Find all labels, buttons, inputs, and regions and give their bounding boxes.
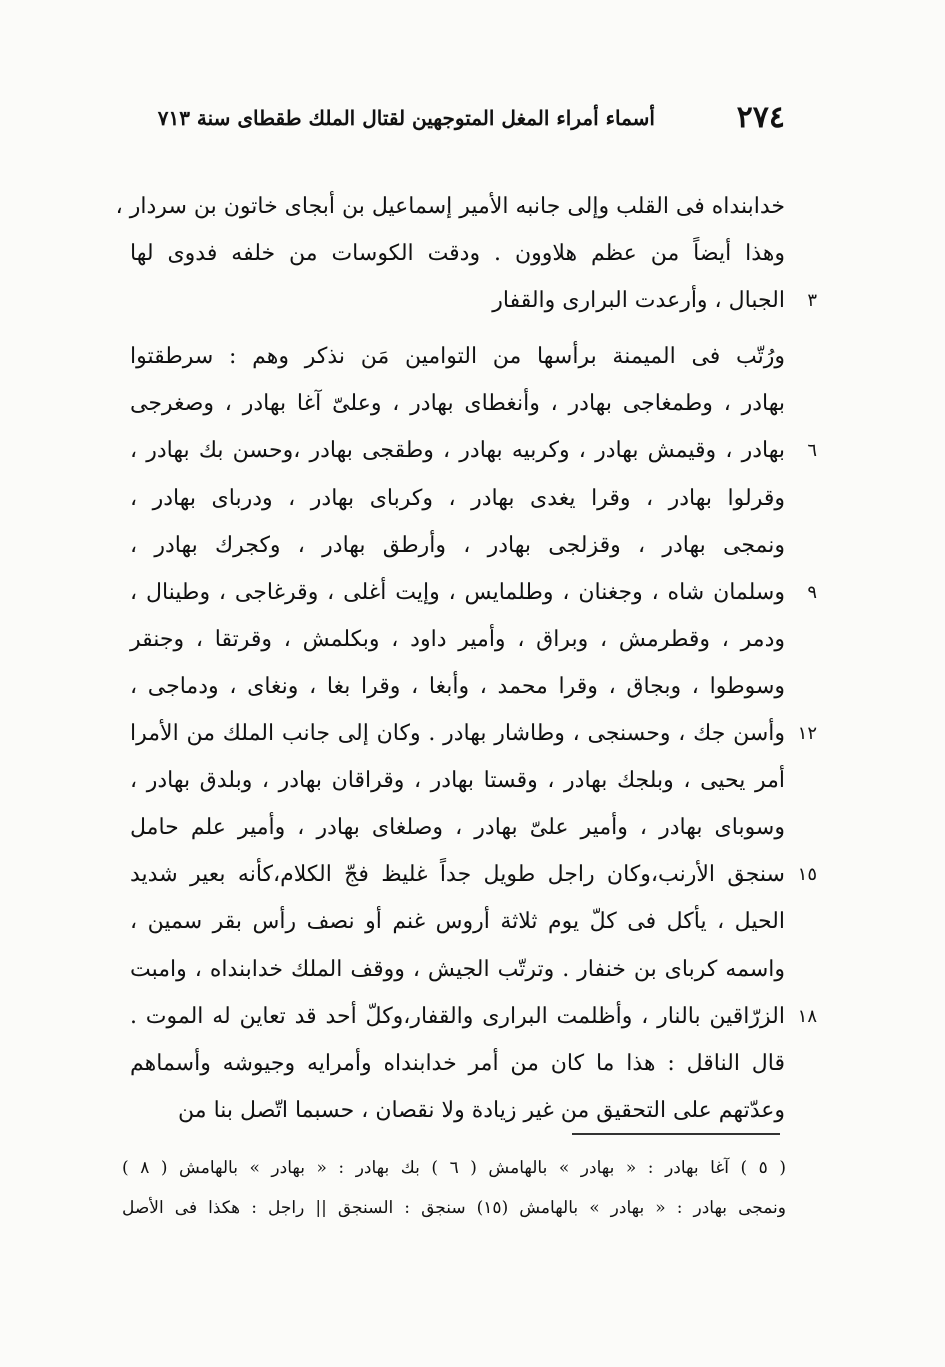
line-text: قال الناقل : هذا ما كان من أمر خدابنداه وأمرايه وجيوشه وأسماهم xyxy=(130,1050,785,1076)
text-line xyxy=(130,907,785,954)
line-text: بهادر ، وطمغاجى بهادر ، وأنغطاى بهادر ، وعلىّ آغا بهادر ، وصغرجى xyxy=(130,391,785,417)
line-number: ١٥ xyxy=(797,864,817,886)
text-line xyxy=(130,578,817,625)
line-number: ١٢ xyxy=(797,723,817,745)
line-text: الجبال ، وأرعدت البرارى والقفار xyxy=(492,288,785,314)
main-text xyxy=(115,192,817,1143)
line-text: خدابنداه فى القلب وإلى جانبه الأمير إسماعيل بن أبجاى خاتون بن سردار ، xyxy=(115,194,785,219)
footnotes xyxy=(122,1155,786,1235)
text-line xyxy=(130,342,785,389)
line-text: وسلمان شاه ، وجغنان ، وطلمايس ، وإيت أغلى ، وقرغاجى ، وطينال ، xyxy=(130,579,785,605)
text-line xyxy=(130,719,817,766)
line-text: سنجق الأرنب،وكان راجل طويل جداً غليظ فجّ الكلام،كأنه بعير شديد xyxy=(130,862,785,888)
line-text: وسوطوا ، وبجاق ، وقرا محمد ، وأبغا ، وقرا بغا ، ونغاى ، ودماجى ، xyxy=(130,673,785,699)
line-text: واسمه كرباى بن خنفار . وترتّب الجيش ، ووقف الملك خدابنداه ، وامبت xyxy=(130,956,785,982)
page-header xyxy=(157,100,785,140)
text-line xyxy=(130,1049,785,1096)
running-title: أسماء أمراء المغل المتوجهين لقتال الملك طقطاى سنة ٧١٣ xyxy=(157,106,655,130)
text-line xyxy=(130,955,785,1002)
line-text: وأسن جك ، وحسنجى ، وطاشار بهادر . وكان إلى جانب الملك من الأمرا xyxy=(130,721,785,747)
line-text: الزرّاقين بالنار ، وأظلمت البرارى والقفار،وكلّ أحد قد تعاين له الموت . xyxy=(130,1003,785,1029)
line-text: الحيل ، يأكل فى كلّ يوم ثلاثة أروس غنم أو نصف رأس بقر سمين ، xyxy=(130,909,785,935)
text-line xyxy=(130,1002,817,1049)
line-number: ٩ xyxy=(807,581,817,603)
line-text: وقرلوا بهادر ، وقرا يغدى بهادر ، وكرباى بهادر ، ودرباى بهادر ، xyxy=(130,485,785,511)
text-line xyxy=(130,531,785,578)
line-text: وعدّتهم على التحقيق من غير زيادة ولا نقصان ، حسبما اتّصل بنا من xyxy=(178,1097,785,1123)
line-text: ونمجى بهادر ، وقزلجى بهادر ، وأرطق بهادر ، وكجرك بهادر ، xyxy=(130,532,785,558)
line-text: وهذا أيضاً من عظم هلاوون . ودقت الكوسات من خلفه فدوى لها xyxy=(130,241,785,267)
line-text: وسوباى بهادر ، وأمير علىّ بهادر ، وصلغاى بهادر ، وأمير علم حامل xyxy=(130,815,785,841)
line-text: أمر يحيى ، وبلجك بهادر ، وقستا بهادر ، وقراقان بهادر ، وبلدق بهادر ، xyxy=(130,768,785,794)
text-line xyxy=(130,625,785,672)
text-line xyxy=(130,860,817,907)
text-line xyxy=(130,436,817,483)
text-line xyxy=(130,484,785,531)
line-text: ورُتّب فى الميمنة برأسها من التوامين مَن نذكر وهم : سرطقتوا xyxy=(130,344,785,370)
text-line xyxy=(115,192,785,239)
text-line xyxy=(130,672,785,719)
footnote-line: ( ٥ ) آغا بهادر : « بهادر » بالهامش ( ٦ ) بك بهادر : « بهادر » بالهامش ( ٨ ) xyxy=(122,1158,786,1178)
line-text: بهادر ، وقيمش بهادر ، وكربيه بهادر ، وطقجى بهادر ،وحسن بك بهادر ، xyxy=(130,438,785,464)
text-line xyxy=(130,389,785,436)
footnote-line: ونمجى بهادر : « بهادر » بالهامش (١٥) سنجق : السنجق || راجل : هكذا فى الأصل xyxy=(122,1198,786,1218)
text-line xyxy=(130,766,785,813)
text-line xyxy=(130,239,785,286)
line-number: ١٨ xyxy=(797,1005,817,1027)
line-number: ٣ xyxy=(807,290,817,312)
line-number: ٦ xyxy=(807,440,817,462)
page-number: ٢٧٤ xyxy=(736,100,785,135)
text-line xyxy=(130,1096,785,1143)
text-line xyxy=(130,813,785,860)
footnote-separator xyxy=(572,1133,780,1135)
text-line xyxy=(130,286,817,333)
line-text: ودمر ، وقطرمش ، وبراق ، وأمير داود ، وبكلمش ، وقرتقا ، وجنقر xyxy=(130,626,785,652)
